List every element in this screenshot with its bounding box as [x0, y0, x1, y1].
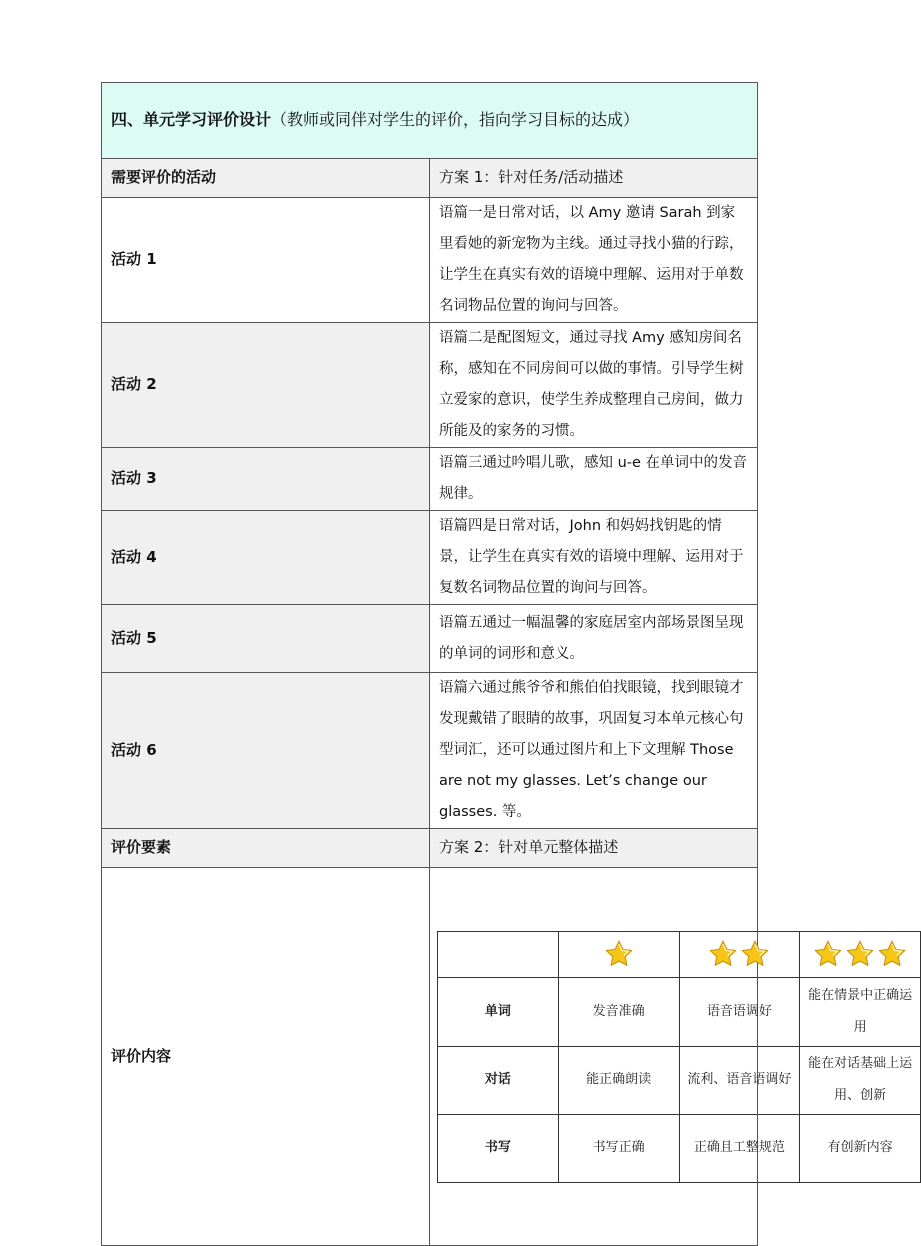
plan1-label: 方案 1：针对任务/活动描述: [430, 159, 758, 198]
rubric-item: 对话: [438, 1046, 559, 1114]
plan2-label: 方案 2：针对单元整体描述: [430, 829, 758, 868]
activities-label: 需要评价的活动: [102, 159, 430, 198]
elements-label: 评价要素: [102, 829, 430, 868]
rubric-level-2: [679, 931, 800, 977]
rubric-row: [438, 977, 921, 1046]
star-icon: [813, 939, 843, 969]
rubric-item: 单词: [438, 977, 559, 1046]
activity-label: 活动 6: [102, 673, 430, 829]
activity-row: [102, 673, 758, 829]
rubric-corner: [438, 931, 559, 977]
rubric-cell-text: 发音准确: [558, 977, 679, 1046]
section-header: [102, 83, 758, 159]
rubric-cell-text: 书写正确: [558, 1114, 679, 1182]
rubric-cell: [430, 868, 913, 1246]
rubric-row: [438, 1046, 921, 1114]
rubric-cell-text: 能在对话基础上运用、创新: [800, 1046, 921, 1114]
content-row: [102, 868, 758, 1246]
activity-description: 语篇六通过熊爷爷和熊伯伯找眼镜，找到眼镜才发现戴错了眼睛的故事，巩固复习本单元核心句型词汇，还可以通过图片和上下文理解 Those are not my glasses. Let’s change our glasses. 等。: [430, 673, 758, 829]
rubric-cell-text: 语音语调好: [679, 977, 800, 1046]
section-title: 四、单元学习评价设计: [111, 110, 272, 130]
rubric-table: [437, 931, 921, 1183]
activity-description: 语篇二是配图短文，通过寻找 Amy 感知房间名称，感知在不同房间可以做的事情。引导学生树立爱家的意识，使学生养成整理自己房间，做力所能及的家务的习惯。: [430, 323, 758, 448]
rubric-cell-text: 能在情景中正确运用: [800, 977, 921, 1046]
star-icon: [708, 939, 738, 969]
activity-label: 活动 1: [102, 198, 430, 323]
activity-row: [102, 323, 758, 448]
activity-description: 语篇五通过一幅温馨的家庭居室内部场景图呈现的单词的词形和意义。: [430, 605, 758, 673]
rubric-level-3: [800, 931, 921, 977]
activity-label: 活动 5: [102, 605, 430, 673]
rubric-level-1: [558, 931, 679, 977]
activity-row: [102, 198, 758, 323]
activity-row: [102, 448, 758, 511]
star-icon: [604, 939, 634, 969]
activities-header-row: [102, 159, 758, 198]
rubric-cell-text: 正确且工整规范: [679, 1114, 800, 1182]
activity-description: 语篇三通过吟唱儿歌，感知 u-e 在单词中的发音规律。: [430, 448, 758, 511]
activity-label: 活动 4: [102, 511, 430, 605]
activity-label: 活动 3: [102, 448, 430, 511]
star-icon: [740, 939, 770, 969]
evaluation-design-table: [101, 82, 913, 1246]
activity-description: 语篇一是日常对话，以 Amy 邀请 Sarah 到家里看她的新宠物为主线。通过寻找小猫的行踪，让学生在真实有效的语境中理解、运用对于单数名词物品位置的询问与回答。: [430, 198, 758, 323]
star-icon: [845, 939, 875, 969]
section-header-row: [102, 83, 758, 159]
rubric-cell-text: 有创新内容: [800, 1114, 921, 1182]
rubric-header-row: [438, 931, 921, 977]
rubric-item: 书写: [438, 1114, 559, 1182]
elements-row: [102, 829, 758, 868]
section-note: （教师或同伴对学生的评价，指向学习目标的达成）: [271, 110, 640, 130]
activity-description: 语篇四是日常对话，John 和妈妈找钥匙的情景，让学生在真实有效的语境中理解、运用对于复数名词物品位置的询问与回答。: [430, 511, 758, 605]
rubric-cell-text: 能正确朗读: [558, 1046, 679, 1114]
content-label: 评价内容: [102, 868, 430, 1246]
activity-row: [102, 511, 758, 605]
activity-label: 活动 2: [102, 323, 430, 448]
activity-row: [102, 605, 758, 673]
star-icon: [877, 939, 907, 969]
rubric-row: [438, 1114, 921, 1182]
rubric-cell-text: 流利、语音语调好: [679, 1046, 800, 1114]
